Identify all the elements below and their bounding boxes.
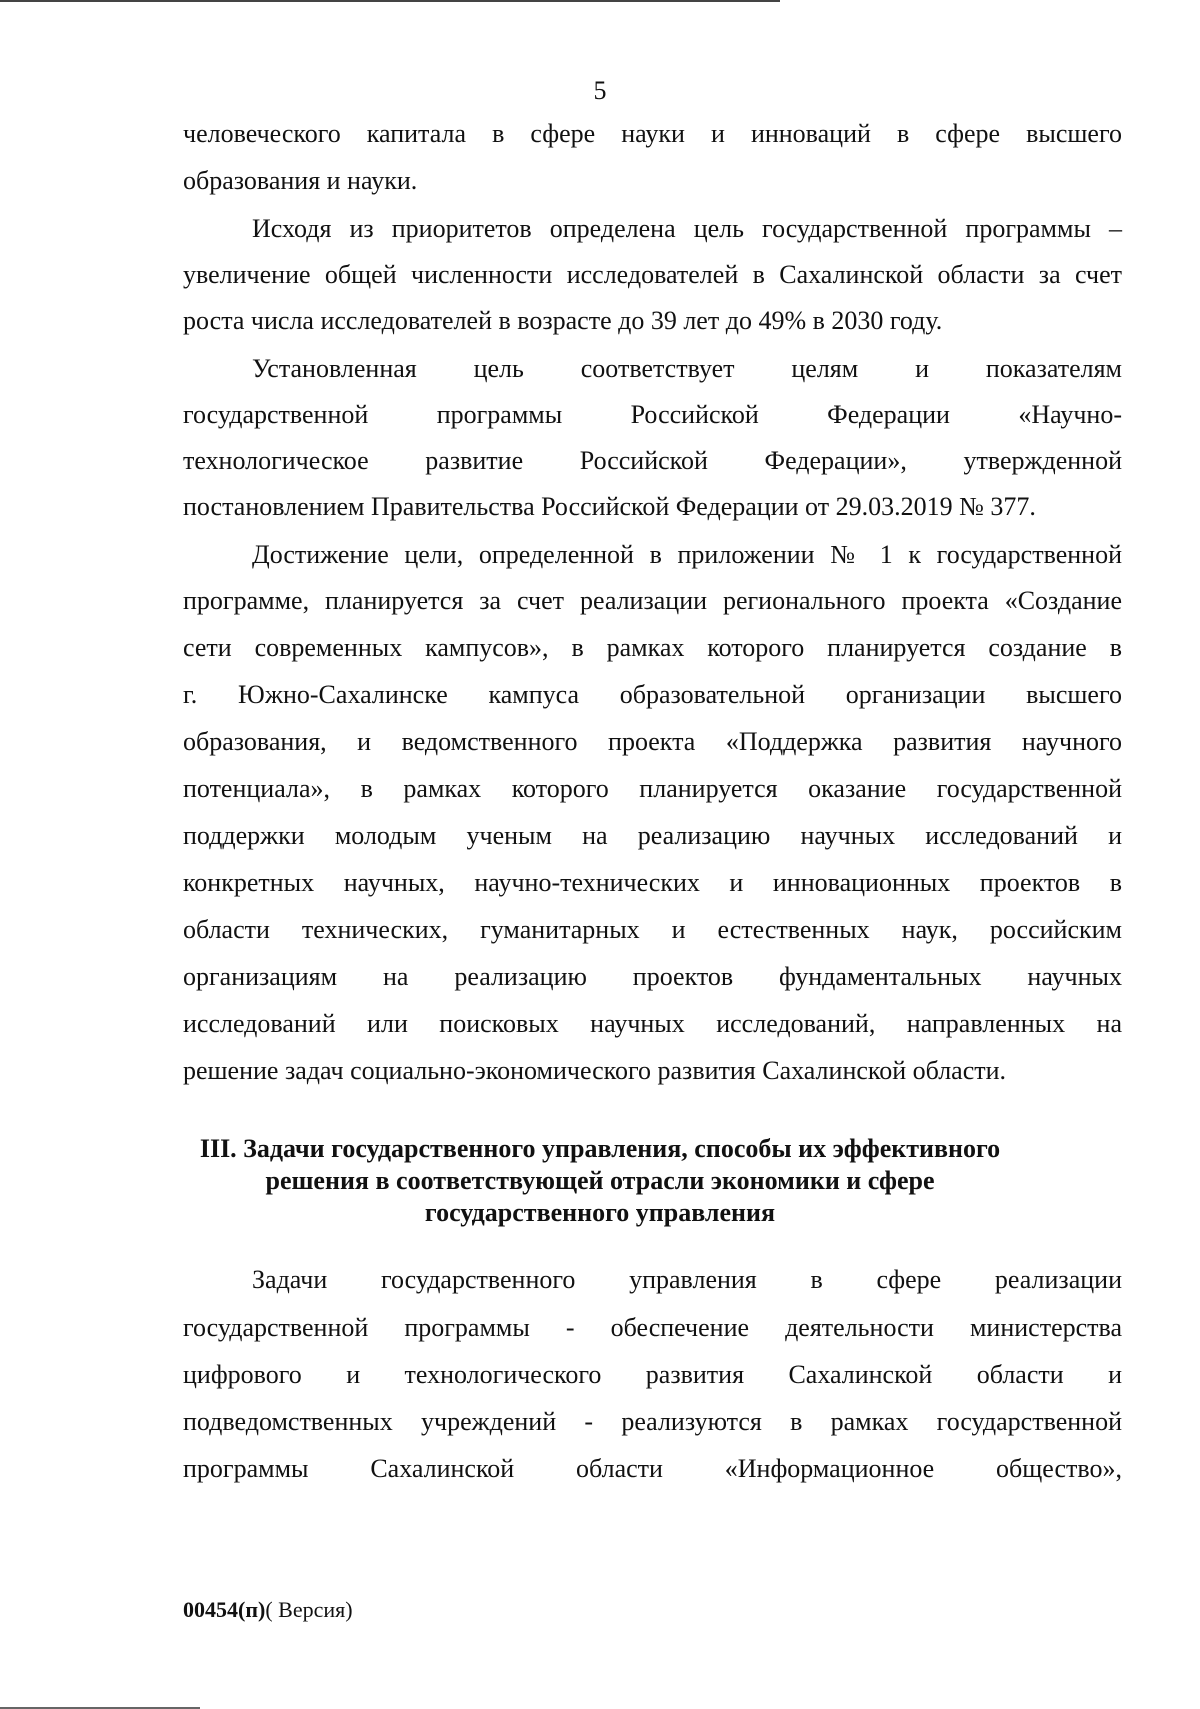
text-line: человеческого капитала в сфере науки и инноваций в сфере высшего [183,119,1122,148]
text-line: потенциала», в рамках которого планируется оказание государственной [183,774,1122,803]
text-line: образования и науки. [183,166,418,195]
text-line: исследований или поисковых научных исследований, направленных на [183,1009,1122,1038]
text-line: Задачи государственного управления в сфере реализации [252,1265,1122,1294]
text-line: сети современных кампусов», в рамках которого планируется создание в [183,633,1122,662]
text-line: подведомственных учреждений - реализуются в рамках государственной [183,1407,1122,1436]
top-rule [0,0,780,2]
text-line: технологическое развитие Российской Федерации», утвержденной [183,446,1122,475]
text-line: Установленная цель соответствует целям и показателям [252,354,1122,383]
text-line: программе, планируется за счет реализации регионального проекта «Создание [183,586,1122,615]
text-line: государственной программы - обеспечение деятельности министерства [183,1313,1122,1342]
heading-line: III. Задачи государственного управления, способы их эффективного [199,1134,1001,1163]
text-line: государственной программы Российской Федерации «Научно- [183,400,1122,429]
page-number: 5 [593,76,607,105]
text-line: поддержки молодым ученым на реализацию научных исследований и [183,821,1122,850]
text-line: организациям на реализацию проектов фундаментальных научных [183,962,1122,991]
text-line: увеличение общей численности исследователей в Сахалинской области за счет [183,260,1122,289]
document-version: ( Версия) [265,1597,353,1622]
text-line: конкретных научных, научно-технических и инновационных проектов в [183,868,1122,897]
text-line: Исходя из приоритетов определена цель государственной программы – [252,214,1122,243]
text-line: Достижение цели, определенной в приложении № 1 к государственной [252,540,1122,569]
text-line: образования, и ведомственного проекта «Поддержка развития научного [183,727,1122,756]
document-footer [183,1597,353,1623]
document-code: 00454(п) [183,1597,266,1622]
text-line: программы Сахалинской области «Информационное общество», [183,1454,1122,1483]
text-line: постановлением Правительства Российской Федерации от 29.03.2019 № 377. [183,492,1036,521]
text-line: роста числа исследователей в возрасте до 39 лет до 49% в 2030 году. [183,306,943,335]
text-line: г. Южно-Сахалинске кампуса образовательной организации высшего [183,680,1122,709]
text-line: области технических, гуманитарных и естественных наук, российским [183,915,1122,944]
heading-line: государственного управления [424,1198,776,1227]
text-line: решение задач социально-экономического развития Сахалинской области. [183,1056,1007,1085]
heading-line: решения в соответствующей отрасли экономики и сфере [265,1166,935,1195]
text-line: цифрового и технологического развития Сахалинской области и [183,1360,1122,1389]
